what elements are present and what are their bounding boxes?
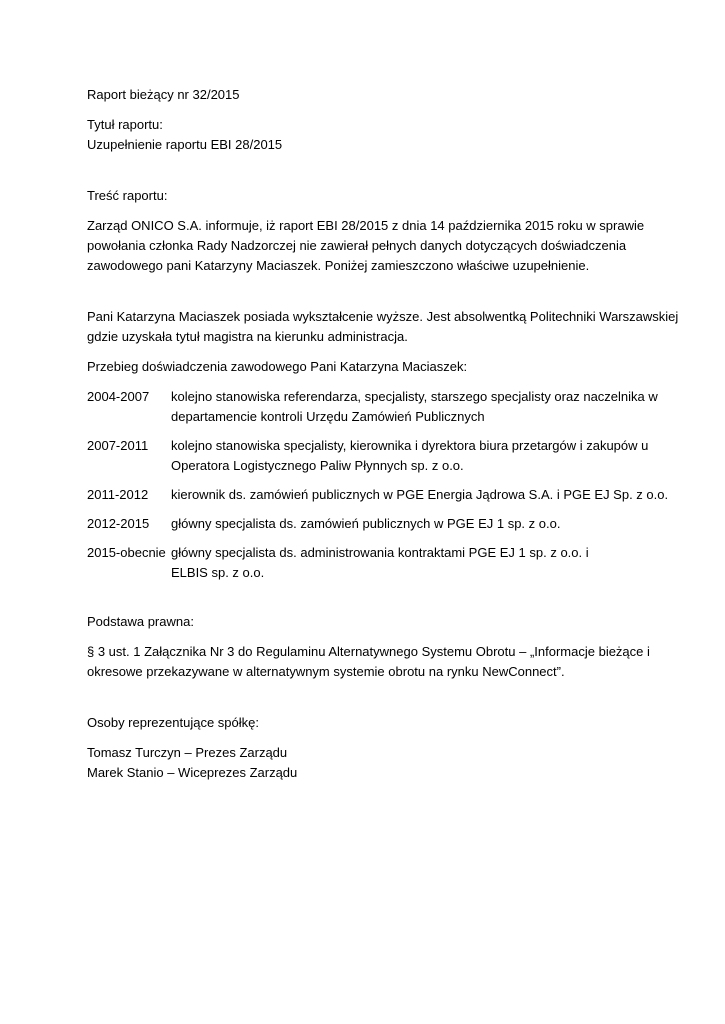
experience-list <box>87 387 669 583</box>
experience-line: kolejno stanowiska specjalisty, kierownika i dyrektora biura przetargów i zakupów u <box>171 438 649 453</box>
experience-line: główny specjalista ds. administrowania kontraktami PGE EJ 1 sp. z o.o. i <box>171 545 589 560</box>
experience-description <box>171 485 668 505</box>
experience-line: kierownik ds. zamówień publicznych w PGE Energia Jądrowa S.A. i PGE EJ Sp. z o.o. <box>171 487 669 502</box>
intro-line: Zarząd ONICO S.A. informuje, iż raport EBI 28/2015 z dnia 14 października 2015 roku w sprawie <box>87 218 645 233</box>
experience-line: kolejno stanowiska referendarza, specjalisty, starszego specjalisty oraz naczelnika w <box>171 389 658 404</box>
experience-row <box>87 436 647 476</box>
legal-basis-paragraph <box>87 642 650 682</box>
title-value: Uzupełnienie raportu EBI 28/2015 <box>87 137 283 152</box>
education-line: gdzie uzyskała tytuł magistra na kierunku administracja. <box>87 329 408 344</box>
experience-row <box>87 514 647 534</box>
title-label: Tytuł raportu: <box>87 117 163 132</box>
experience-years: 2012-2015 <box>87 516 150 531</box>
legal-basis-label: Podstawa prawna: <box>87 614 194 629</box>
education-line: Pani Katarzyna Maciaszek posiada wykształcenie wyższe. Jest absolwentką Politechniki Warszawskiej <box>87 309 679 324</box>
intro-line: powołania członka Rady Nadzorczej nie zawierał pełnych danych dotyczących doświadczenia <box>87 238 627 253</box>
intro-paragraph <box>87 216 647 276</box>
experience-years: 2015-obecnie <box>87 545 166 560</box>
experience-line: departamencie kontroli Urzędu Zamówień Publicznych <box>171 409 485 424</box>
experience-row <box>87 387 658 427</box>
experience-row <box>87 485 669 505</box>
experience-line: Operatora Logistycznego Paliw Płynnych sp. z o.o. <box>171 458 464 473</box>
legal-basis-line: § 3 ust. 1 Załącznika Nr 3 do Regulaminu Alternatywnego Systemu Obrotu – „Informacje bieżące i <box>87 644 650 659</box>
experience-description <box>171 543 647 583</box>
experience-years: 2007-2011 <box>87 438 149 453</box>
report-number: Raport bieżący nr 32/2015 <box>87 87 240 102</box>
experience-line: główny specjalista ds. zamówień publicznych w PGE EJ 1 sp. z o.o. <box>171 516 561 531</box>
experience-description <box>171 436 648 476</box>
intro-line: zawodowego pani Katarzyny Maciaszek. Poniżej zamieszczono właściwe uzupełnienie. <box>87 258 590 273</box>
experience-line: ELBIS sp. z o.o. <box>171 565 265 580</box>
report-document <box>87 85 679 783</box>
representatives-list <box>87 743 647 783</box>
experience-description <box>171 514 647 534</box>
experience-years: 2004-2007 <box>87 389 150 404</box>
education-paragraph <box>87 307 679 347</box>
experience-heading: Przebieg doświadczenia zawodowego Pani Katarzyna Maciaszek: <box>87 359 468 374</box>
representatives-label: Osoby reprezentujące spółkę: <box>87 715 259 730</box>
legal-basis-line: okresowe przekazywane w alternatywnym systemie obrotu na rynku NewConnect”. <box>87 664 565 679</box>
representative: Marek Stanio – Wiceprezes Zarządu <box>87 765 298 780</box>
experience-years: 2011-2012 <box>87 487 149 502</box>
representative: Tomasz Turczyn – Prezes Zarządu <box>87 745 288 760</box>
experience-description <box>171 387 658 427</box>
experience-row <box>87 543 647 583</box>
content-label: Treść raportu: <box>87 188 168 203</box>
